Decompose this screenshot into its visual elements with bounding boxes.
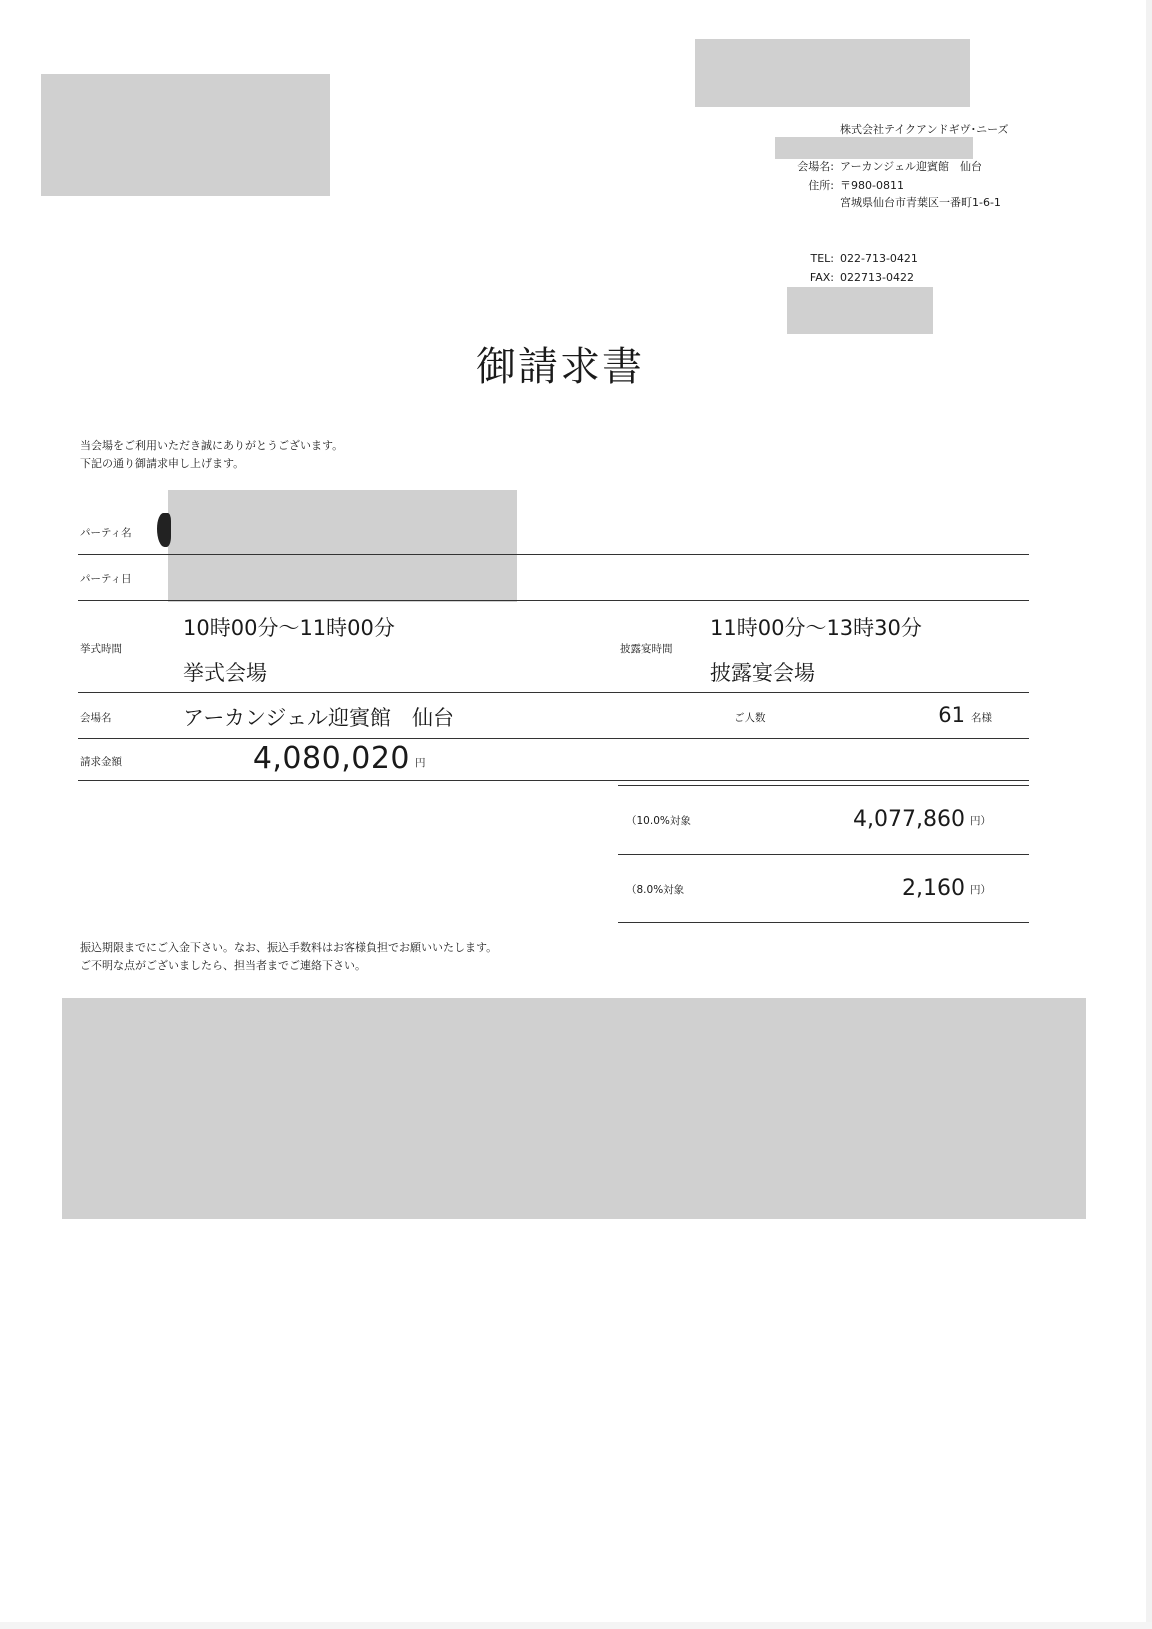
row-divider <box>78 692 1029 693</box>
address: 宮城県仙台市青葉区一番町1-6-1 <box>840 196 1001 209</box>
tax-8-value: 2,160 <box>902 876 965 901</box>
redacted-block-top-right <box>695 39 970 107</box>
tax-10-value: 4,077,860 <box>853 807 965 832</box>
ceremony-venue: 挙式会場 <box>183 661 267 685</box>
ceremony-time: 10時00分～11時00分 <box>183 616 395 640</box>
venue-value: アーカンジェル迎賓館 仙台 <box>840 160 982 173</box>
tax-10-unit: 円） <box>970 815 991 827</box>
greeting-line-2: 下記の通り御請求申し上げます。 <box>80 457 245 470</box>
page-edge-bottom <box>0 1622 1152 1629</box>
redacted-block-bank <box>62 998 1086 1219</box>
address-label: 住所: <box>808 179 834 192</box>
tel-value: 022-713-0421 <box>840 252 918 265</box>
redacted-block-stamp <box>787 287 933 334</box>
row-divider <box>78 600 1029 601</box>
tel-label: TEL: <box>810 252 834 265</box>
row-divider <box>78 780 1029 781</box>
ink-mark <box>157 513 171 547</box>
redacted-block-company-line <box>775 137 973 159</box>
greeting-line-1: 当会場をご利用いただき誠にありがとうございます。 <box>80 439 344 452</box>
amount-value: 4,080,020 <box>252 741 410 776</box>
fax-value: 022713-0422 <box>840 271 914 284</box>
note-line-2: ご不明な点がございましたら、担当者までご連絡下さい。 <box>80 959 366 972</box>
page-edge-right <box>1146 0 1152 1629</box>
ceremony-time-label: 挙式時間 <box>80 643 122 655</box>
tax-8-unit: 円） <box>970 884 991 896</box>
row-divider <box>618 854 1029 855</box>
reception-time-label: 披露宴時間 <box>620 643 673 655</box>
tax-10-label: （10.0%対象 <box>626 815 691 827</box>
venue-label: 会場名: <box>797 160 834 173</box>
row-divider <box>78 554 1029 555</box>
amount-label: 請求金額 <box>80 756 122 768</box>
row-divider-double <box>618 785 1029 786</box>
reception-time: 11時00分～13時30分 <box>710 616 922 640</box>
reception-venue: 披露宴会場 <box>710 661 815 685</box>
venue-name-value: アーカンジェル迎賓館 仙台 <box>183 706 455 730</box>
company-name: 株式会社テイクアンドギヴ･ニーズ <box>840 123 1009 136</box>
guests-value: 61 <box>938 703 965 727</box>
tax-8-label: （8.0%対象 <box>626 884 685 896</box>
fax-label: FAX: <box>809 271 834 284</box>
note-line-1: 振込期限までにご入金下さい。なお、振込手数料はお客様負担でお願いいたします。 <box>80 941 498 954</box>
redacted-block-top-left <box>41 74 330 196</box>
postal-code: 〒980-0811 <box>840 179 904 192</box>
redacted-block-party <box>168 490 517 602</box>
guests-unit: 名様 <box>971 712 992 724</box>
party-date-label: パーティ日 <box>80 573 132 585</box>
page-title: 御請求書 <box>476 344 644 390</box>
amount-unit: 円 <box>415 757 426 769</box>
row-divider <box>78 738 1029 739</box>
row-divider <box>618 922 1029 923</box>
venue-name-label: 会場名 <box>80 712 112 724</box>
party-name-label: パーティ名 <box>80 527 132 539</box>
guests-label: ご人数 <box>734 712 766 724</box>
